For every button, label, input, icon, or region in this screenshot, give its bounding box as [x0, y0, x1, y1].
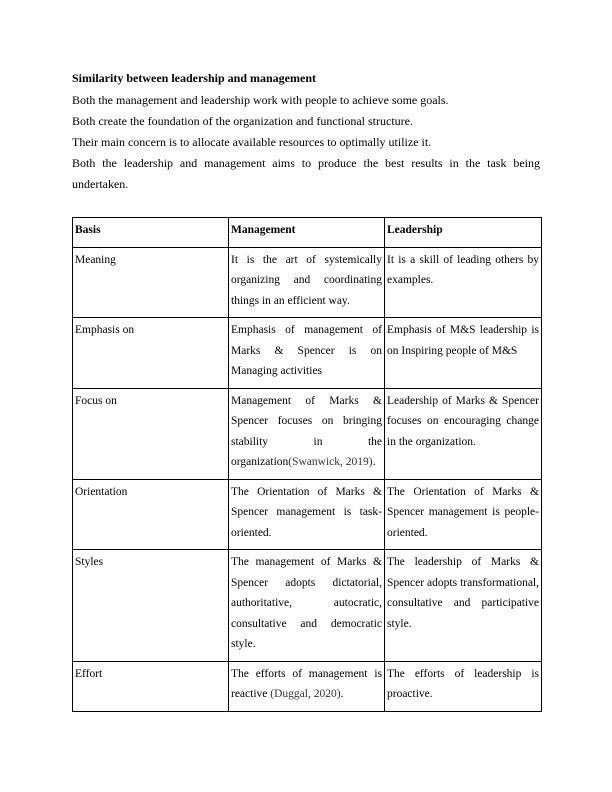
cell-management: It is the art of systemically organizing and coordinating things in an efficient way.: [229, 247, 385, 318]
cell-management: The management of Marks & Spencer adopts dictatorial, authoritative, autocratic, consultative and democratic style.: [229, 550, 385, 662]
table-header-row: [73, 218, 542, 248]
section-title: Similarity between leadership and management: [72, 71, 316, 85]
cell-management: Emphasis of management of Marks & Spencer is on Managing activities: [229, 318, 385, 389]
cell-leadership: Leadership of Marks & Spencer focuses on encouraging change in the organization.: [385, 388, 542, 479]
cell-basis: Styles: [73, 550, 229, 662]
cell-text: Management of Marks & Spencer focuses on bringing stability in the organization: [231, 394, 382, 468]
cell-leadership: The Orientation of Marks & Spencer management is people-oriented.: [385, 479, 542, 550]
header-management: Management: [229, 218, 385, 248]
cell-basis: Meaning: [73, 247, 229, 318]
comparison-table: [72, 217, 542, 712]
cell-leadership: The efforts of leadership is proactive.: [385, 661, 542, 711]
paragraph: Their main concern is to allocate available resources to optimally utilize it.: [72, 135, 432, 149]
cell-leadership: Emphasis of M&S leadership is on Inspiring people of M&S: [385, 318, 542, 389]
header-leadership: Leadership: [385, 218, 542, 248]
table-row: [73, 247, 542, 318]
cell-basis: Emphasis on: [73, 318, 229, 389]
paragraph: Both create the foundation of the organization and functional structure.: [72, 114, 413, 128]
table-row: [73, 661, 542, 711]
cell-basis: Orientation: [73, 479, 229, 550]
header-basis: Basis: [73, 218, 229, 248]
table-row: [73, 388, 542, 479]
citation: (Swanwick, 2019): [288, 456, 373, 468]
cell-basis: Effort: [73, 661, 229, 711]
paragraph: Both the leadership and management aims to produce the best results in the task being undertaken.: [72, 156, 540, 191]
table-row: [73, 550, 542, 662]
cell-management: [229, 388, 385, 479]
cell-leadership: The leadership of Marks & Spencer adopts transformational, consultative and participative style.: [385, 550, 542, 662]
paragraph: Both the management and leadership work with people to achieve some goals.: [72, 93, 449, 107]
cell-management: The Orientation of Marks & Spencer management is task-oriented.: [229, 479, 385, 550]
table-row: [73, 318, 542, 389]
cell-text: The efforts of management is reactive: [231, 667, 382, 700]
cell-text-end: .: [340, 688, 344, 700]
table-row: [73, 479, 542, 550]
cell-leadership: It is a skill of leading others by examples.: [385, 247, 542, 318]
citation: (Duggal, 2020): [270, 688, 341, 700]
cell-basis: Focus on: [73, 388, 229, 479]
cell-text-end: .: [372, 456, 376, 468]
cell-management: [229, 661, 385, 711]
